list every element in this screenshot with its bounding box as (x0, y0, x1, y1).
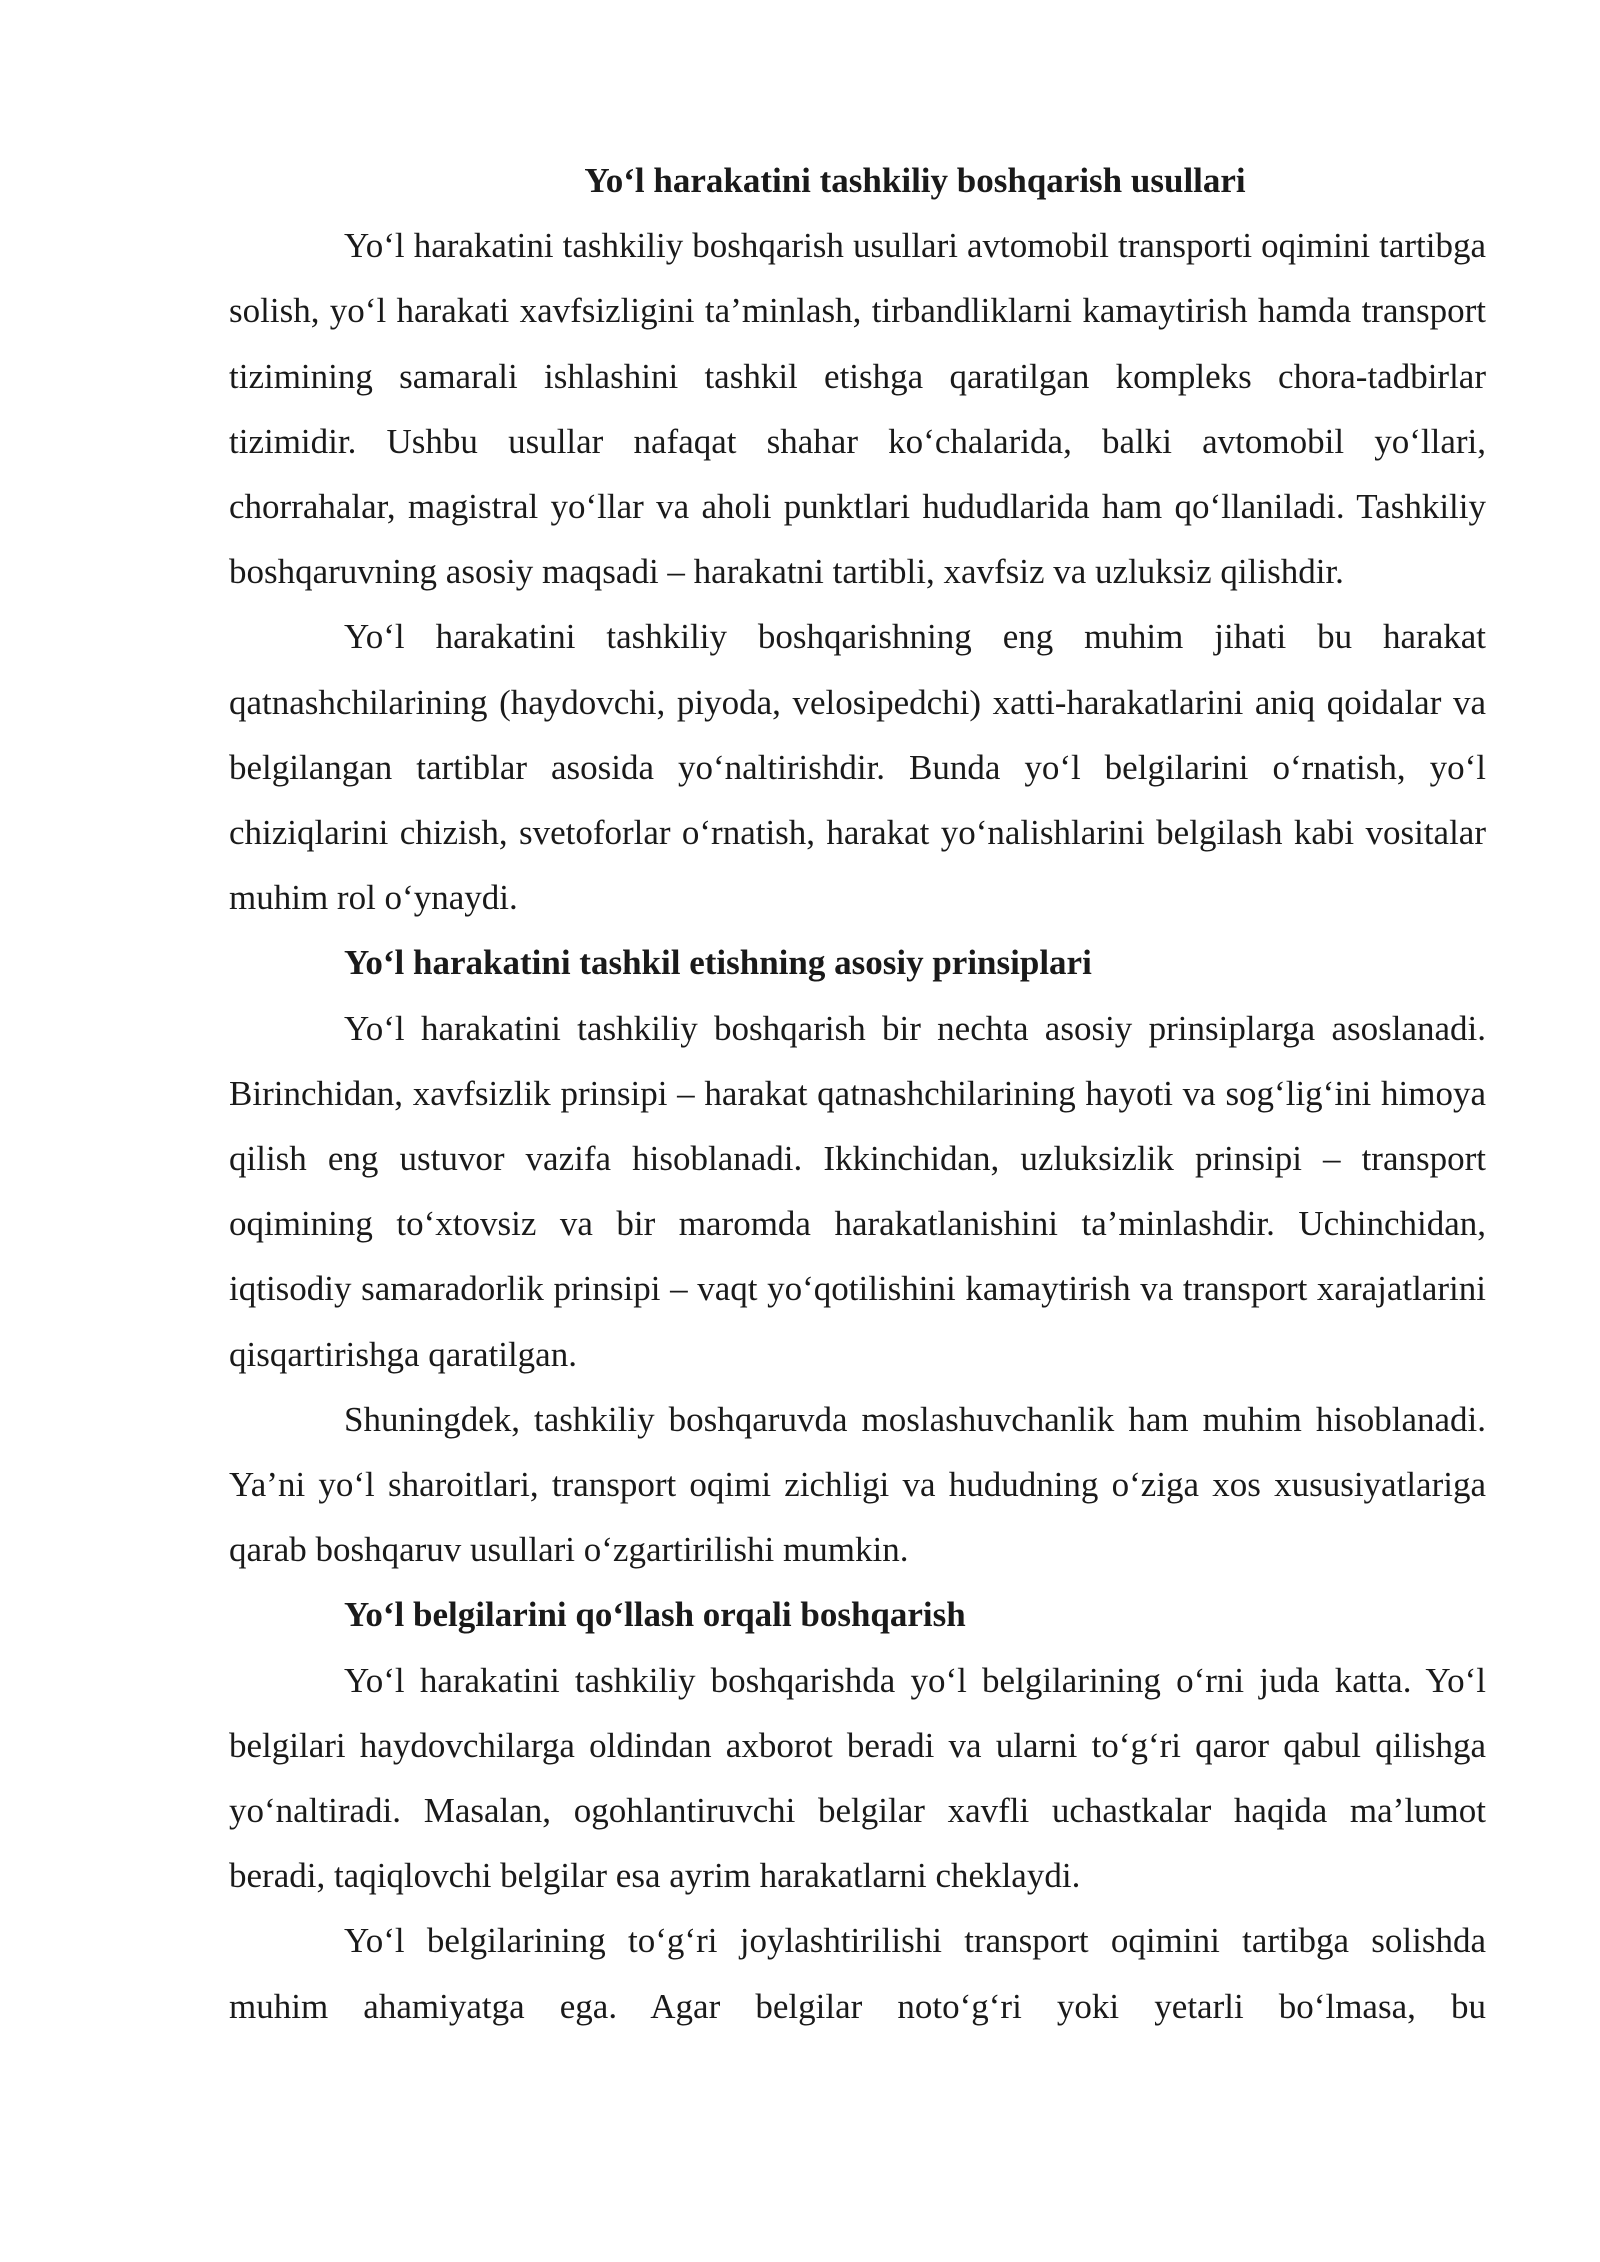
document-title: Yo‘l harakatini tashkiliy boshqarish usullari (584, 161, 1246, 200)
paragraph: Yo‘l harakatini tashkiliy boshqarish bir nechta asosiy prinsiplarga asoslanadi. Birinchidan, xavfsizlik prinsipi – harakat qatnashchilarining hayoti va sog‘lig‘ini himoya qilish eng ustuvor vazifa hisoblanadi. Ikkinchidan, uzluksizlik prinsipi – transport oqimining to‘xtovsiz va bir maromda harakatlanishini ta’minlashdir. Uchinchidan, iqtisodiy samaradorlik prinsipi – vaqt yo‘qotilishini kamaytirish va transport xarajatlarini qisqartirishga qaratilgan. (229, 1008, 1486, 1374)
document-body (229, 148, 1486, 2039)
paragraph: Yo‘l belgilarining to‘g‘ri joylashtirilishi transport oqimini tartibga solishda muhim ahamiyatga ega. Agar belgilar noto‘g‘ri yoki yetarli bo‘lmasa, bu (229, 1921, 1486, 2026)
paragraph: Shuningdek, tashkiliy boshqaruvda moslashuvchanlik ham muhim hisoblanadi. Ya’ni yo‘l sharoitlari, transport oqimi zichligi va hududning o‘ziga xos xususiyatlariga qarab boshqaruv usullari o‘zgartirilishi mumkin. (229, 1399, 1486, 1570)
paragraph: Yo‘l harakatini tashkiliy boshqarishning eng muhim jihati bu harakat qatnashchilarining (haydovchi, piyoda, velosipedchi) xatti-harakatlarini aniq qoidalar va belgilangan tartiblar asosida yo‘naltirishdir. Bunda yo‘l belgilarini o‘rnatish, yo‘l chiziqlarini chizish, svetoforlar o‘rnatish, harakat yo‘nalishlarini belgilash kabi vositalar muhim rol o‘ynaydi. (229, 617, 1486, 918)
paragraph: Yo‘l harakatini tashkiliy boshqarishda yo‘l belgilarining o‘rni juda katta. Yo‘l belgilari haydovchilarga oldindan axborot beradi va ularni to‘g‘ri qaror qabul qilishga yo‘naltiradi. Masalan, ogohlantiruvchi belgilar xavfli uchastkalar haqida ma’lumot beradi, taqiqlovchi belgilar esa ayrim harakatlarni cheklaydi. (229, 1660, 1486, 1896)
paragraph: Yo‘l harakatini tashkiliy boshqarish usullari avtomobil transporti oqimini tartibga solish, yo‘l harakati xavfsizligini ta’minlash, tirbandliklarni kamaytirish hamda transport tizimining samarali ishlashini tashkil etishga qaratilgan kompleks chora-tadbirlar tizimidir. Ushbu usullar nafaqat shahar ko‘chalarida, balki avtomobil yo‘llari, chorrahalar, magistral yo‘llar va aholi punktlari hududlarida ham qo‘llaniladi. Tashkiliy boshqaruvning asosiy maqsadi – harakatni tartibli, xavfsiz va uzluksiz qilishdir. (229, 226, 1486, 592)
section-heading: Yo‘l belgilarini qo‘llash orqali boshqarish (344, 1595, 966, 1635)
section-heading: Yo‘l harakatini tashkil etishning asosiy prinsiplari (344, 943, 1092, 983)
